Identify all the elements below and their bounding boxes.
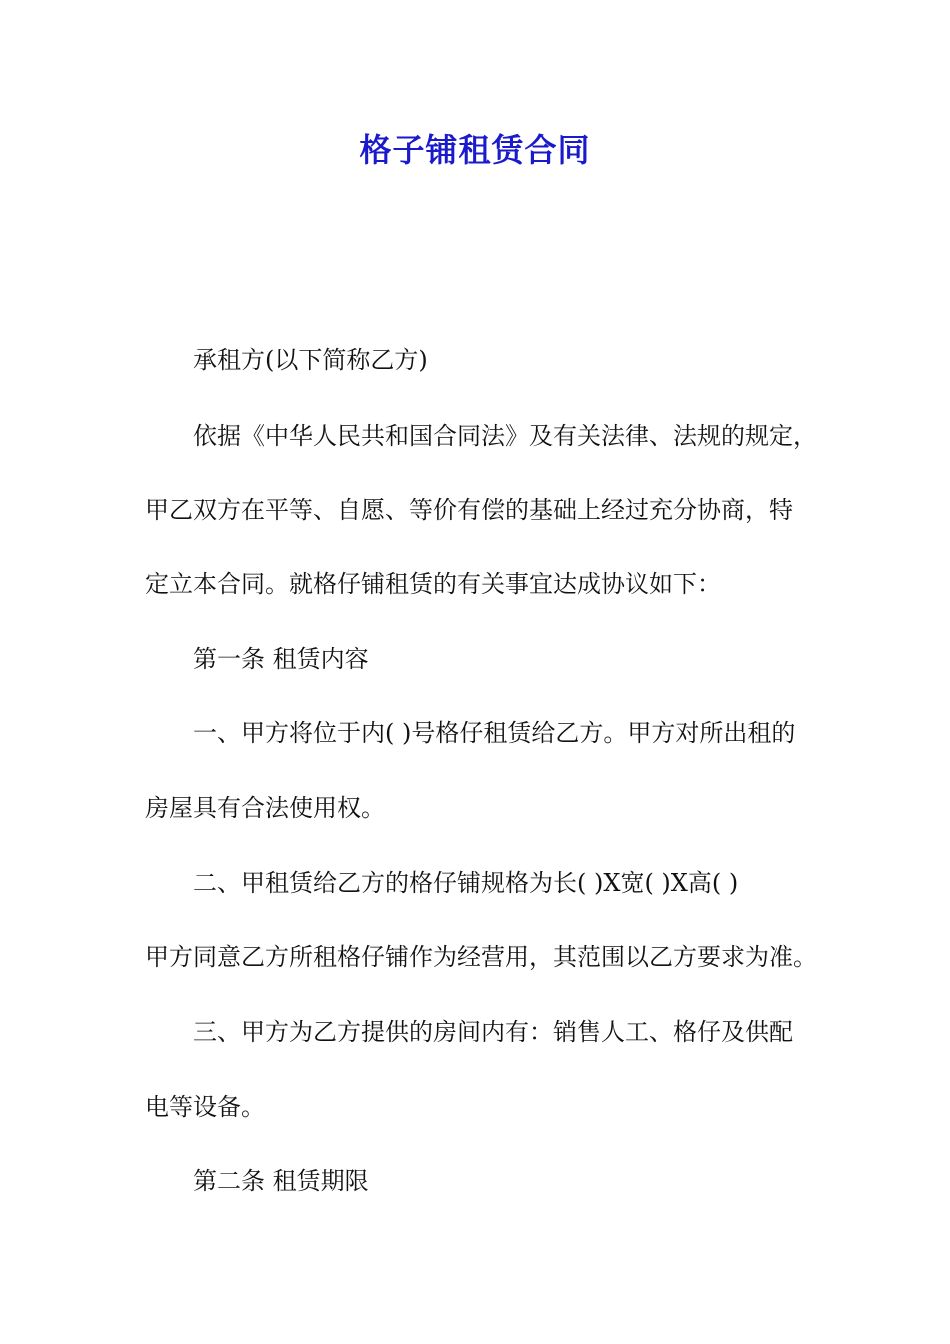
paragraph-basis-line-2: 甲乙双方在平等、自愿、等价有偿的基础上经过充分协商，特 [145, 496, 793, 524]
article-1-heading: 第一条 租赁内容 [193, 645, 369, 673]
clause-1-3-line-2: 电等设备。 [145, 1093, 265, 1121]
clause-1-1-line-2: 房屋具有合法使用权。 [145, 794, 385, 822]
clause-1-2-line-2: 甲方同意乙方所租格仔铺作为经营用，其范围以乙方要求为准。 [145, 943, 817, 971]
clause-1-2-line-1: 二、甲租赁给乙方的格仔铺规格为长( )X宽( )X高( ) [193, 869, 739, 897]
paragraph-basis-line-1: 依据《中华人民共和国合同法》及有关法律、法规的规定， [193, 422, 817, 450]
document-title: 格子铺租赁合同 [359, 131, 591, 169]
article-2-heading: 第二条 租赁期限 [193, 1167, 369, 1195]
paragraph-lessee-line: 承租方(以下简称乙方) [193, 346, 428, 374]
clause-1-3-line-1: 三、甲方为乙方提供的房间内有：销售人工、格仔及供配 [193, 1018, 793, 1046]
paragraph-basis-line-3: 定立本合同。就格仔铺租赁的有关事宜达成协议如下： [145, 570, 721, 598]
clause-1-1-line-1: 一、甲方将位于内( )号格仔租赁给乙方。甲方对所出租的 [193, 719, 796, 747]
